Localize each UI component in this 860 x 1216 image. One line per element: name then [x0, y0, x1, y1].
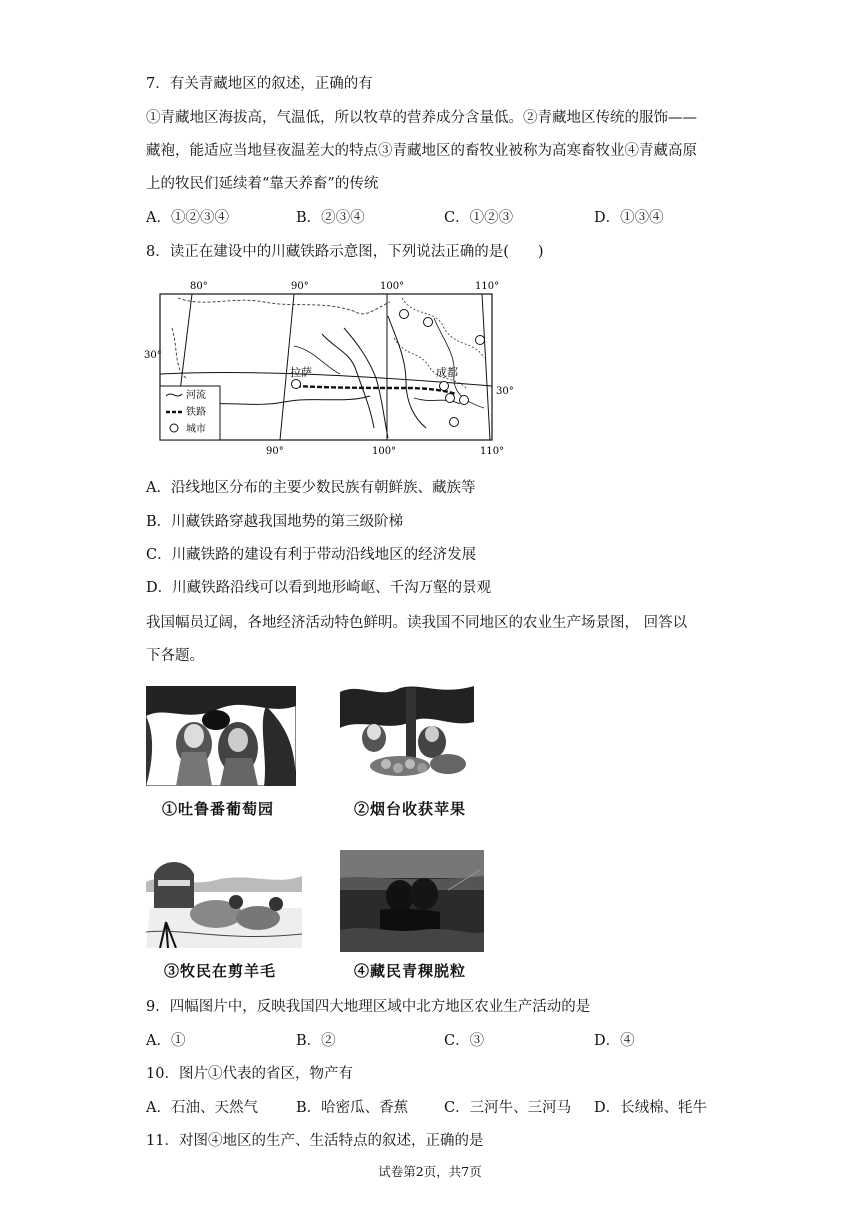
city-label-lhasa: 拉萨: [290, 366, 312, 379]
map-bottom-lon-90: 90°: [266, 446, 284, 457]
map-top-lon-100: 100°: [380, 281, 405, 292]
city-1: [400, 310, 409, 319]
q9-option-d: D．④: [594, 1033, 635, 1049]
q10-option-d: D．长绒棉、牦牛: [594, 1100, 708, 1116]
q10-stem: 10．图片①代表的省区，物产有: [146, 1066, 353, 1082]
photo-tibetan-barley-threshing: [340, 850, 484, 956]
legend-river: 河流: [186, 390, 206, 401]
photo-turpan-vineyard: [146, 686, 296, 790]
q7-body-line-2: 藏袍，能适应当地昼夜温差大的特点③青藏地区的畜牧业被称为高寒畜牧业④青藏高原: [146, 143, 697, 159]
city-5: [460, 396, 469, 405]
photo-caption-4: ④藏民青稞脱粒: [354, 962, 467, 980]
border-line-west: [172, 328, 186, 378]
intro-line-1: 我国幅员辽阔，各地经济活动特色鲜明。读我国不同地区的农业生产场景图， 回答以: [146, 615, 688, 631]
q9-option-c: C．③: [444, 1033, 485, 1049]
q8-stem: 8．读正在建设中的川藏铁路示意图，下列说法正确的是( ): [146, 244, 544, 260]
q9-option-a: A．①: [146, 1033, 186, 1049]
city-lhasa: [292, 380, 301, 389]
legend-city: 城市: [186, 424, 206, 435]
map-top-lon-90: 90°: [291, 281, 309, 292]
photo-caption-1: ①吐鲁番葡萄园: [162, 800, 275, 818]
photo-yantai-apple-harvest: [340, 682, 474, 786]
sichuan-tibet-railway-map: [144, 278, 516, 458]
map-lat-right: 30°: [496, 386, 514, 397]
river-1: [322, 334, 374, 428]
q10-option-a: A．石油、天然气: [146, 1100, 258, 1116]
map-bottom-lon-100: 100°: [372, 446, 397, 457]
city-2: [424, 318, 433, 327]
city-6: [450, 418, 459, 427]
city-chengdu: [440, 382, 449, 391]
q7-body-line-3: 上的牧民们延续着“靠天养畜”的传统: [146, 176, 379, 192]
page-footer: 试卷第2页，共7页: [378, 1164, 482, 1179]
legend-railway: 铁路: [186, 407, 206, 418]
river-3: [388, 316, 426, 428]
map-top-lon-80: 80°: [190, 281, 208, 292]
photo-caption-2: ②烟台收获苹果: [354, 800, 467, 818]
city-3: [476, 336, 485, 345]
q7-stem: 7．有关青藏地区的叙述，正确的有: [146, 76, 373, 92]
q8-option-b: B．川藏铁路穿越我国地势的第三级阶梯: [146, 514, 404, 530]
map-lat-left: 30°: [144, 350, 162, 361]
q10-option-b: B．哈密瓜、香蕉: [296, 1100, 409, 1116]
river-2: [344, 328, 388, 438]
city-label-chengdu: 成都: [436, 366, 458, 379]
q8-option-c: C．川藏铁路的建设有利于带动沿线地区的经济发展: [146, 547, 477, 563]
map-top-lon-110: 110°: [475, 281, 500, 292]
q9-option-b: B．②: [296, 1033, 336, 1049]
city-4: [446, 394, 455, 403]
intro-line-2: 下各题。: [146, 648, 204, 664]
q9-stem: 9．四幅图片中，反映我国四大地理区域中北方地区农业生产活动的是: [146, 999, 591, 1015]
q7-option-d: D．①③④: [594, 210, 664, 226]
q8-option-d: D．川藏铁路沿线可以看到地形崎岖、千沟万壑的景观: [146, 580, 492, 596]
photo-caption-3: ③牧民在剪羊毛: [164, 962, 277, 980]
photo-herder-shearing: [146, 852, 302, 952]
q7-option-b: B．②③④: [296, 210, 365, 226]
meridian-110: [482, 294, 490, 440]
q11-stem: 11．对图④地区的生产、生活特点的叙述，正确的是: [146, 1133, 484, 1149]
province-border: [402, 298, 484, 358]
legend-city-symbol: [170, 424, 178, 432]
railway-line: [296, 386, 456, 394]
q7-option-c: C．①②③: [444, 210, 514, 226]
q7-option-a: A．①②③④: [146, 210, 229, 226]
q10-option-c: C．三河牛、三河马: [444, 1100, 572, 1116]
map-bottom-lon-110: 110°: [480, 446, 505, 457]
river-5: [434, 318, 484, 408]
border-line: [178, 298, 390, 314]
q8-option-a: A．沿线地区分布的主要少数民族有朝鲜族、藏族等: [146, 480, 476, 496]
q7-body-line-1: ①青藏地区海拔高，气温低，所以牧草的营养成分含量低。②青藏地区传统的服饰——: [146, 110, 697, 126]
province-border-2: [394, 338, 466, 388]
